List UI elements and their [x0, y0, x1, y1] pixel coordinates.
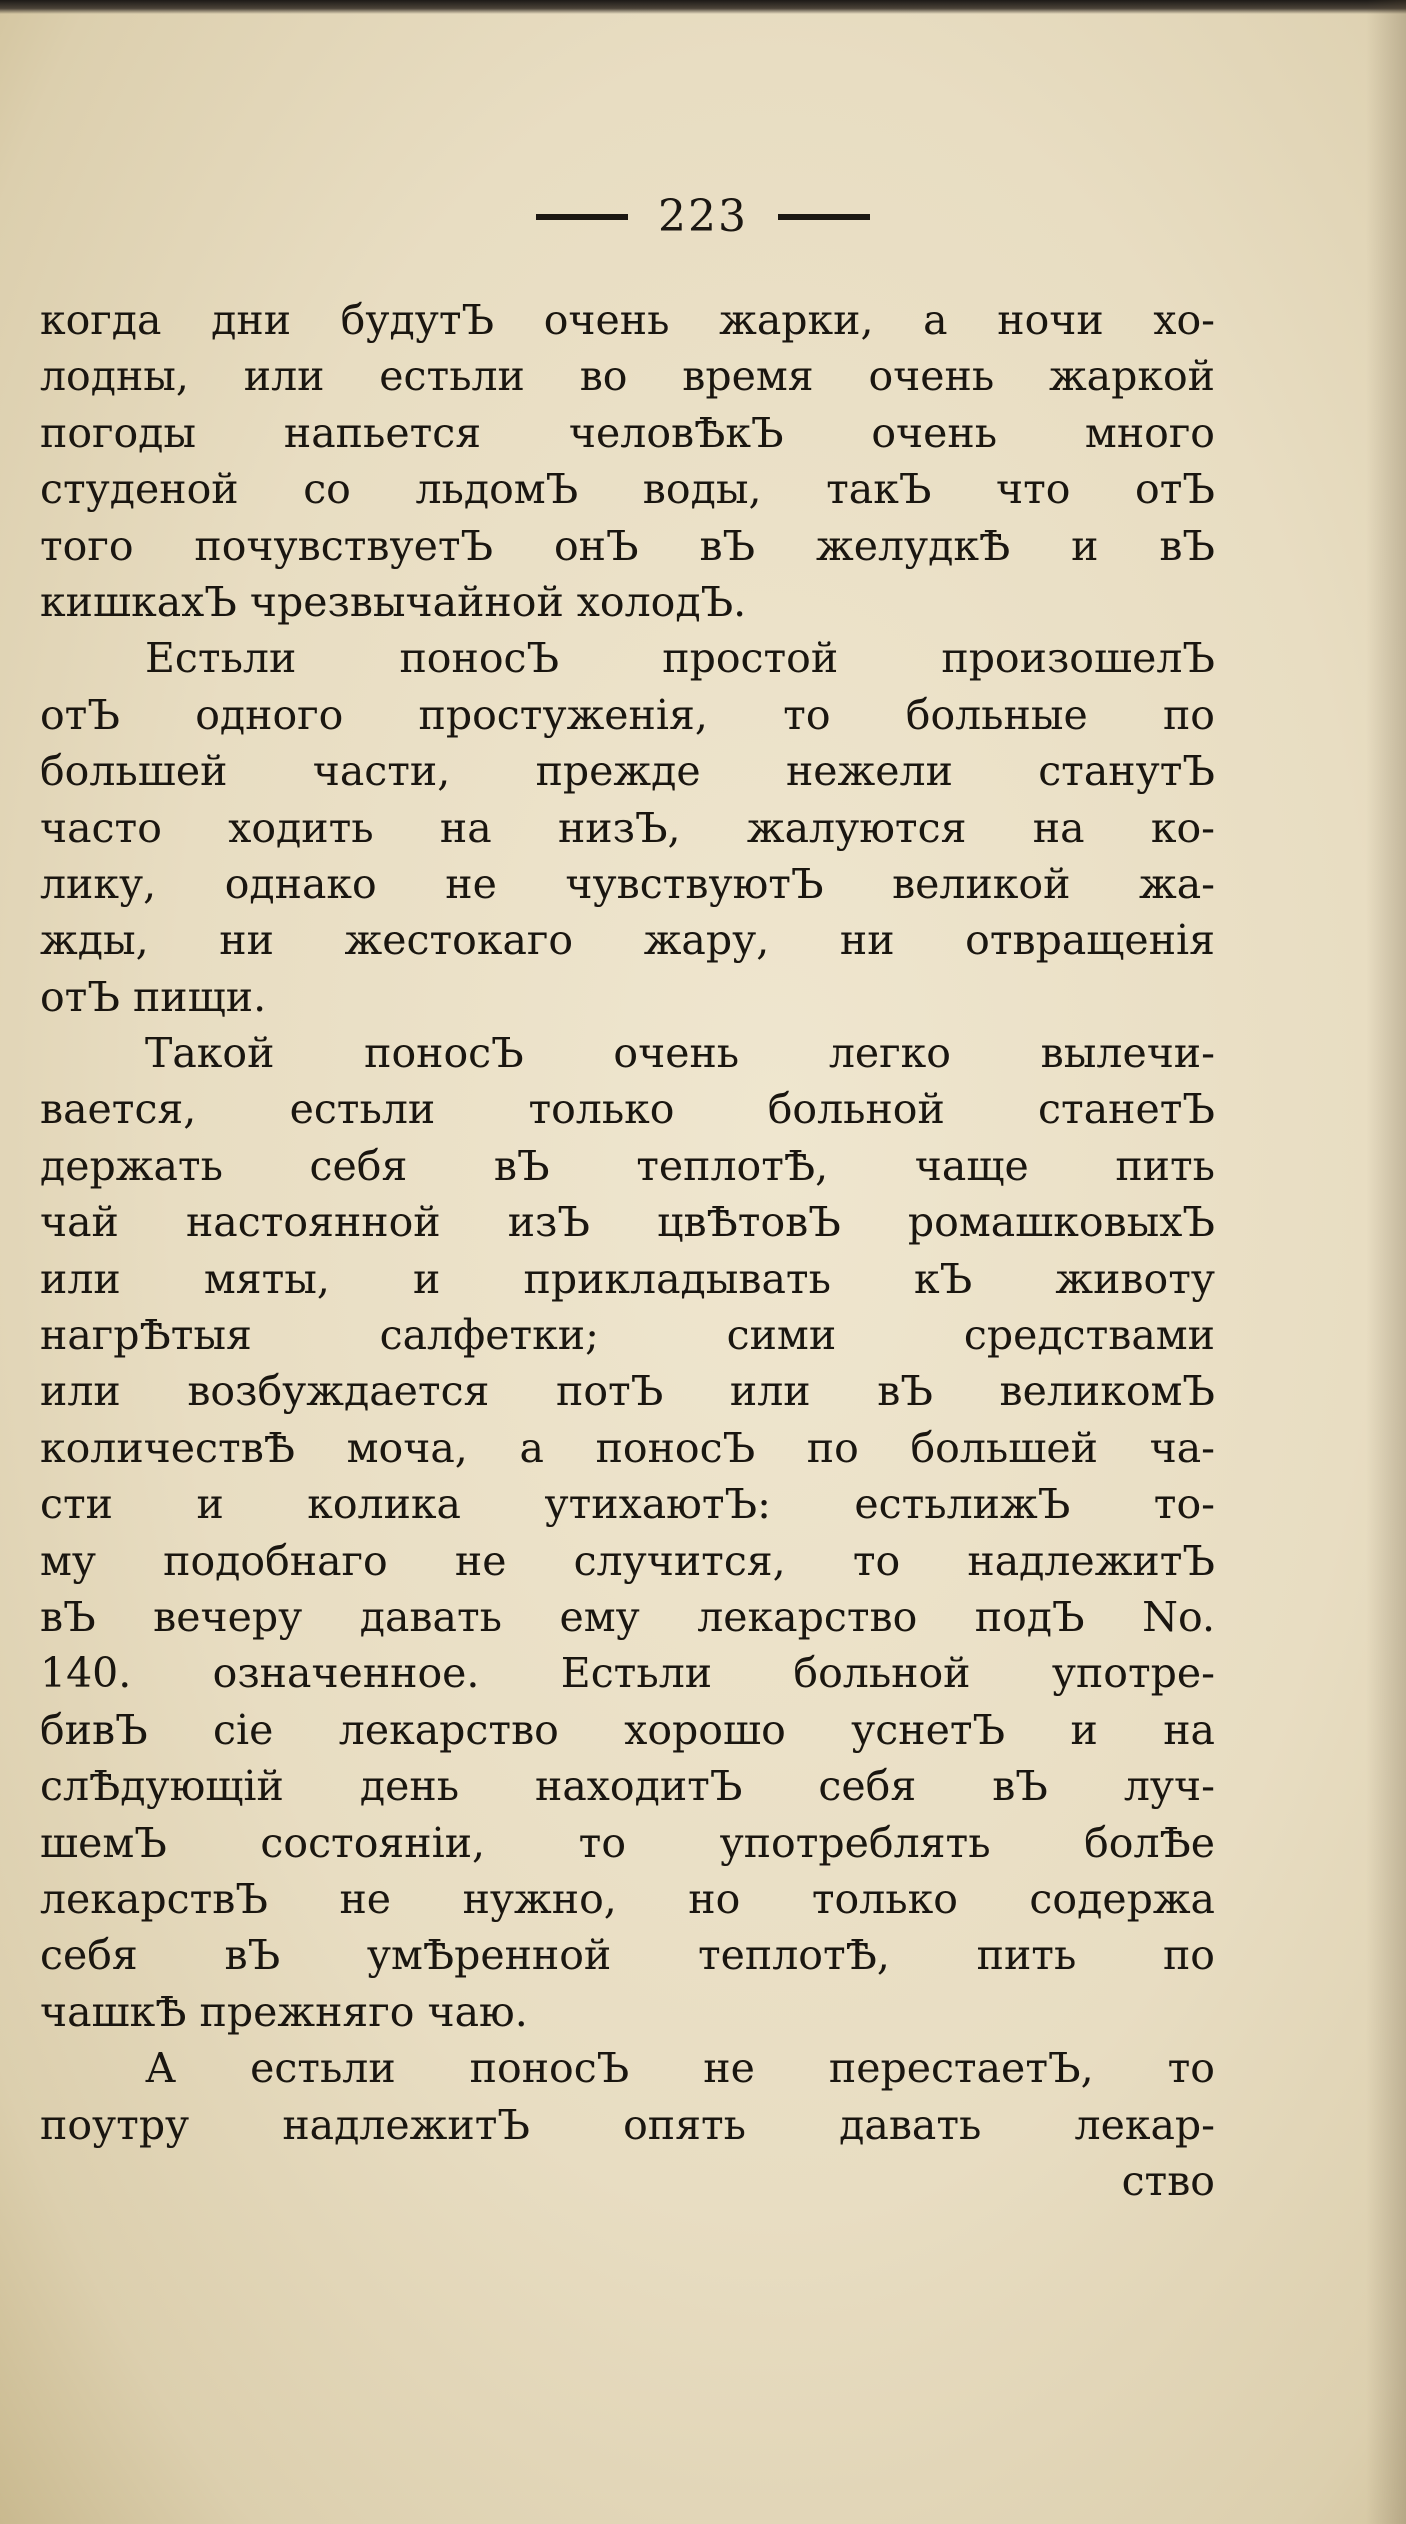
- text-line: количествѢ моча, а поносЪ по большей ча-: [40, 1423, 1215, 1472]
- text-line: когда дни будутЪ очень жарки, а ночи хо-: [40, 296, 1215, 344]
- text-line: отЪ одного простуженія, то больные по: [40, 690, 1215, 739]
- text-line: того почувствуетЪ онЪ вЪ желудкѢ и вЪ: [40, 521, 1215, 570]
- text-line: сти и колика утихаютЪ: естьлижЪ то-: [40, 1480, 1215, 1529]
- body-text: [40, 292, 1215, 2209]
- text-line: часто ходить на низЪ, жалуются на ко-: [40, 803, 1215, 852]
- text-line: 140. означенное. Естьли больной употре-: [40, 1649, 1215, 1698]
- text-line: лекарствЪ не нужно, но только содержа: [40, 1874, 1215, 1923]
- text-line: отЪ пищи.: [40, 972, 267, 1021]
- text-line: Естьли поносЪ простой произошелЪ: [145, 634, 1215, 683]
- text-line: держать себя вЪ теплотѢ, чаще пить: [40, 1141, 1215, 1190]
- text-line: вЪ вечеру давать ему лекарство подЪ No.: [40, 1592, 1215, 1641]
- text-line: чай настоянной изЪ цвѢтовЪ ромашковыхЪ: [40, 1198, 1215, 1247]
- text-line: жды, ни жестокаго жару, ни отвращенія: [40, 916, 1215, 965]
- text-line: Такой поносЪ очень легко вылечи-: [145, 1029, 1215, 1078]
- page-number: 223: [658, 191, 748, 242]
- catchword: ство: [1121, 2156, 1215, 2205]
- page-right-shadow: [1366, 0, 1406, 2524]
- text-line: слѢдующій день находитЪ себя вЪ луч-: [40, 1762, 1215, 1811]
- text-line: или возбуждается потЪ или вЪ великомЪ: [40, 1367, 1215, 1416]
- page-top-edge: [0, 0, 1406, 14]
- text-line: бивЪ сіе лекарство хорошо уснетЪ и на: [40, 1705, 1215, 1754]
- text-line: поутру надлежитЪ опять давать лекар-: [40, 2100, 1215, 2149]
- text-line: шемЪ состояніи, то употреблять болѢе: [40, 1818, 1215, 1867]
- text-line: себя вЪ умѢренной теплотѢ, пить по: [40, 1931, 1215, 1980]
- page-header: [0, 188, 1406, 242]
- text-line: кишкахЪ чрезвычайной холодЪ.: [40, 577, 747, 626]
- header-dash-left: [536, 214, 628, 220]
- header-dash-right: [778, 214, 870, 220]
- text-line: лодны, или естьли во время очень жаркой: [40, 352, 1215, 401]
- text-line: нагрѢтыя салфетки; сими средствами: [40, 1311, 1215, 1360]
- text-line: студеной со льдомЪ воды, такЪ что отЪ: [40, 465, 1215, 514]
- text-line: большей части, прежде нежели станутЪ: [40, 747, 1215, 796]
- text-line: А естьли поносЪ не перестаетЪ, то: [145, 2044, 1215, 2093]
- text-line: му подобнаго не случится, то надлежитЪ: [40, 1536, 1215, 1585]
- text-line: лику, однако не чувствуютЪ великой жа-: [40, 859, 1215, 908]
- text-line: вается, естьли только больной станетЪ: [40, 1085, 1215, 1134]
- text-line: погоды напьется человѢкЪ очень много: [40, 408, 1215, 457]
- text-line: чашкѢ прежняго чаю.: [40, 1987, 528, 2036]
- text-line: или мяты, и прикладывать кЪ животу: [40, 1254, 1215, 1303]
